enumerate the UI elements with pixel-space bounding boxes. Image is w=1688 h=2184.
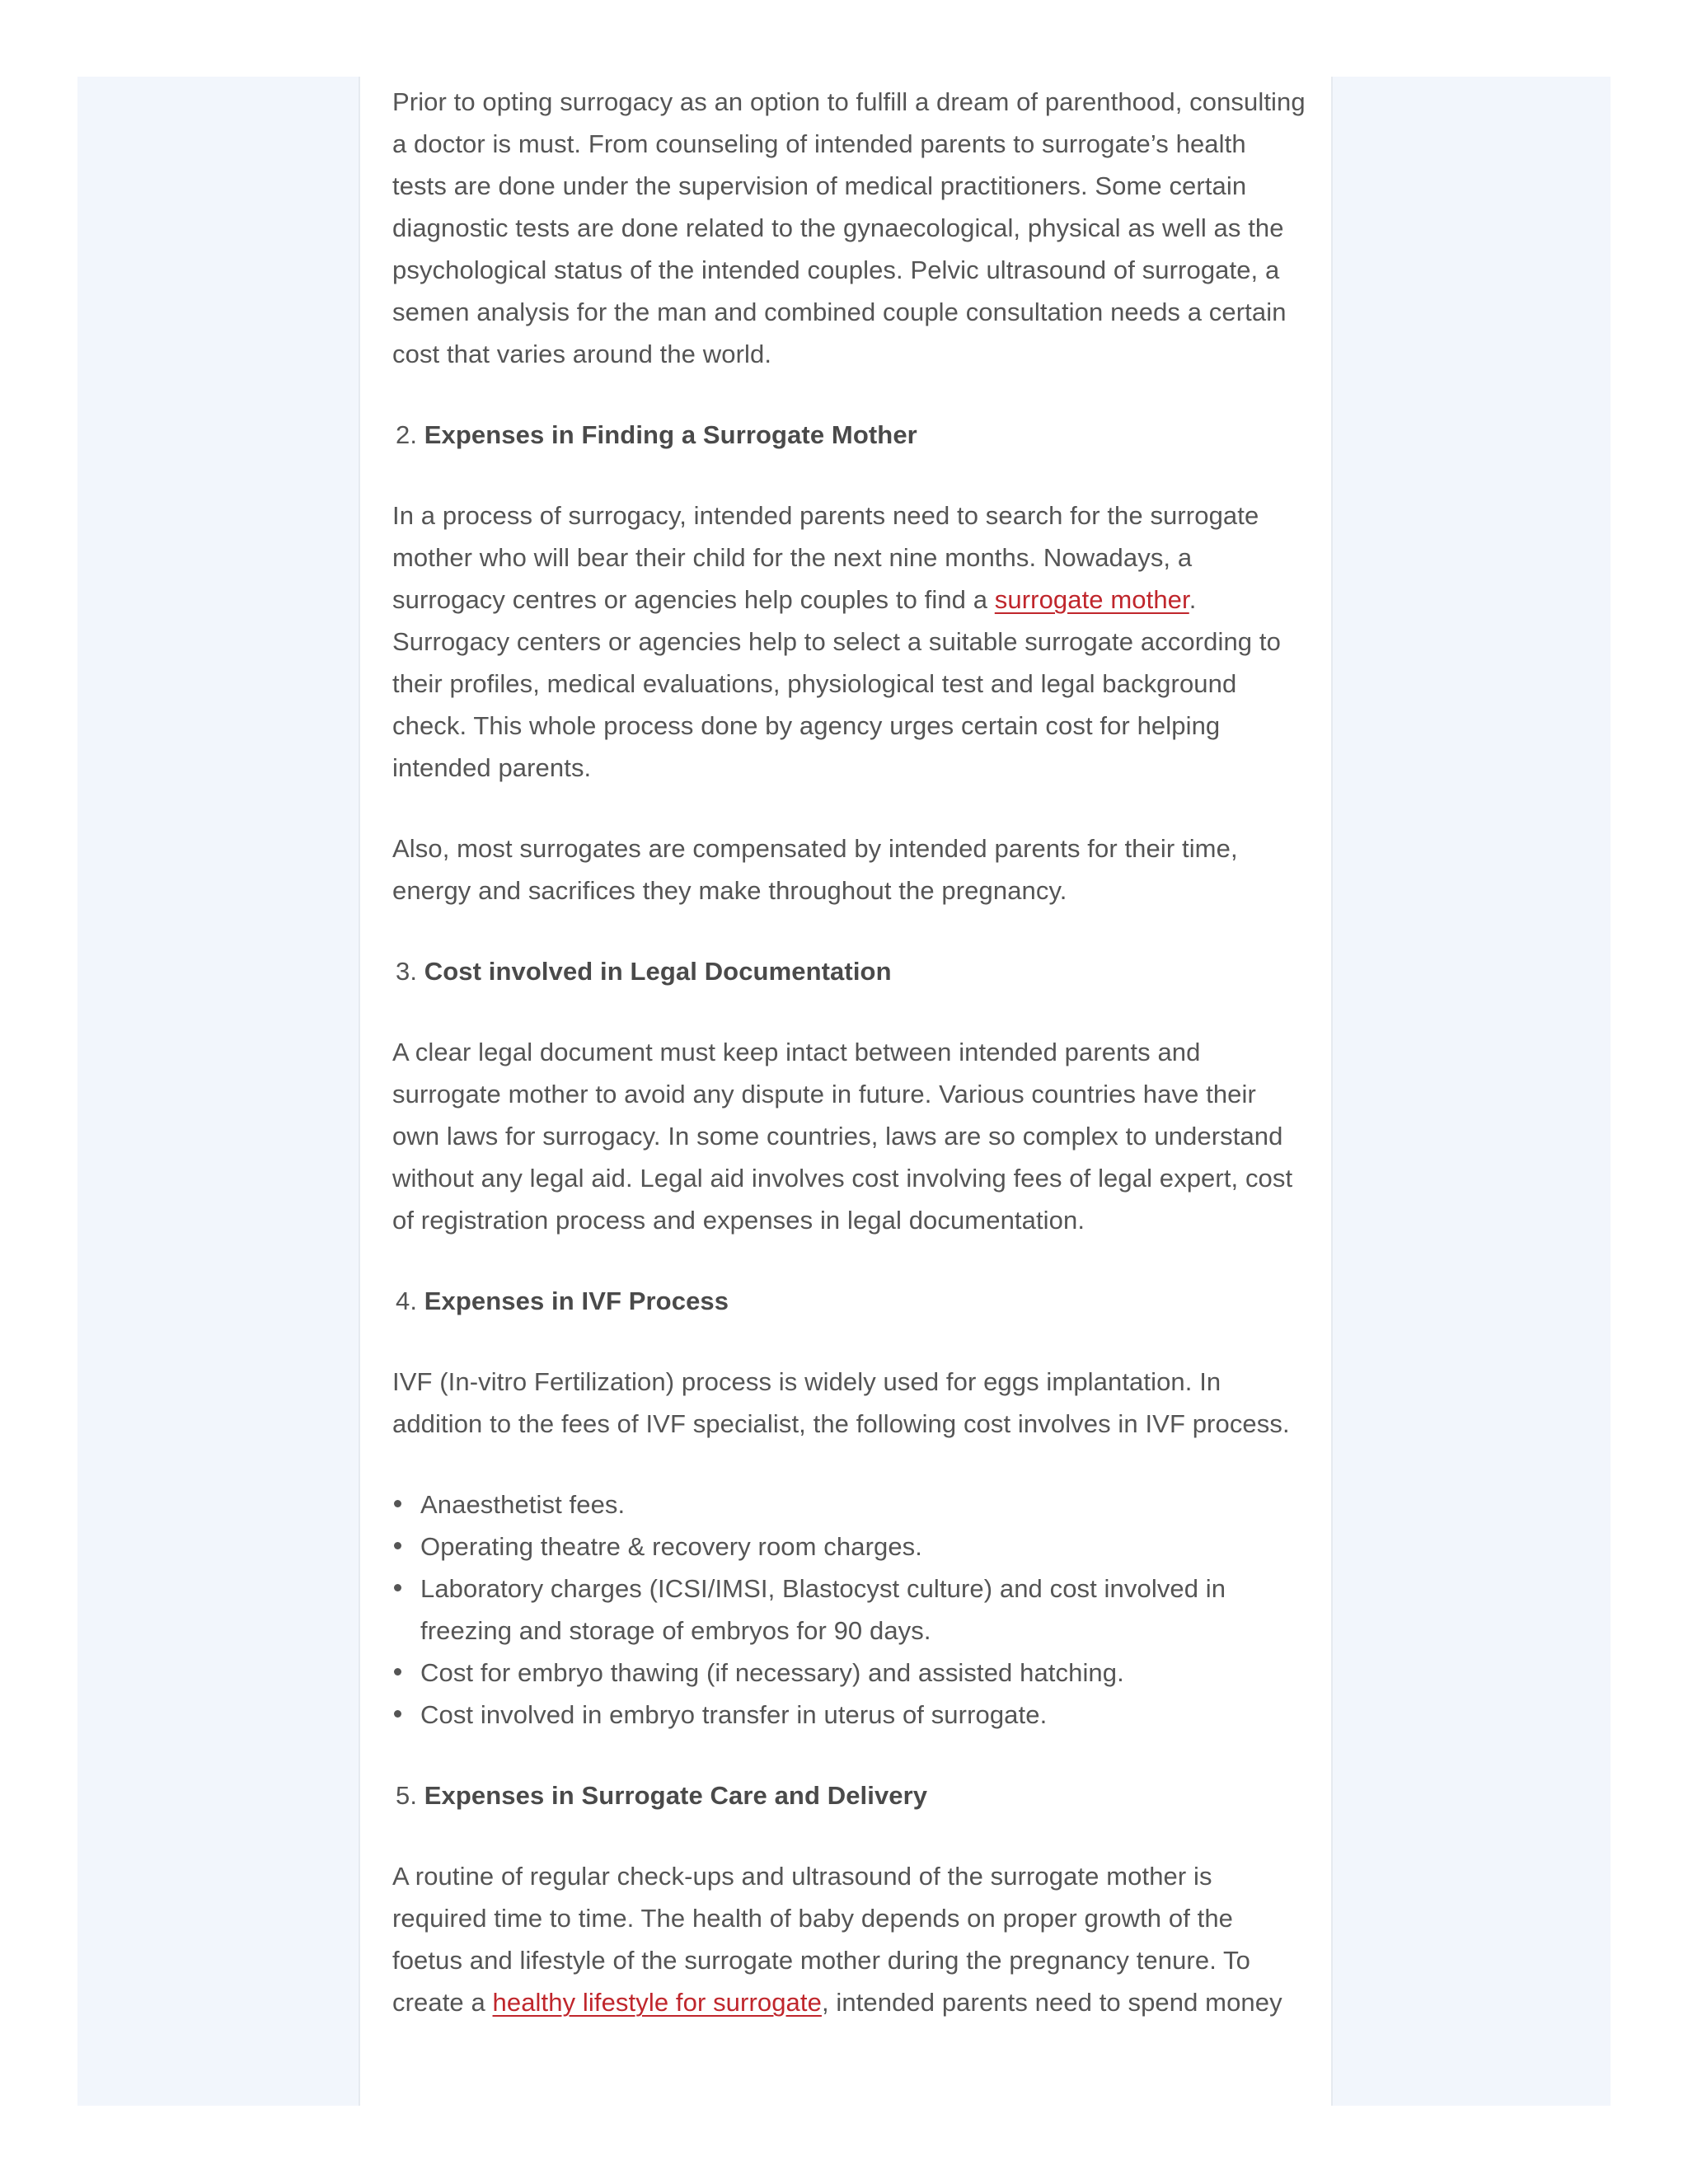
paragraph-text: , intended parents need to spend money (821, 1988, 1282, 2017)
section-number: 4. (396, 1286, 418, 1315)
list-item: Laboratory charges (ICSI/IMSI, Blastocyst culture) and cost involved in freezing and storage of embryos for 90 days. (420, 1568, 1307, 1652)
list-item: Anaesthetist fees. (420, 1483, 1307, 1526)
paragraph-legal-documentation: A clear legal document must keep intact between intended parents and surrogate mother to avoid any dispute in future. Various countries have their own laws for surrogacy. In some countries, laws are so complex to understand without any legal aid. Legal aid involves cost involving fees of legal expert, cost of registration process and expenses in legal documentation. (392, 1038, 1293, 1235)
section-heading-ivf-process (396, 1280, 1307, 1322)
paragraph-text: A routine of regular check-ups and ultrasound of the surrogate mother is required time to time. The health of baby depends on proper growth of the foetus and lifestyle of the surrogate mother during the pregnancy tenure. To create a (392, 1862, 1250, 2017)
article-body (392, 77, 1307, 2062)
section-title: Cost involved in Legal Documentation (424, 957, 892, 986)
intro-paragraph: Prior to opting surrogacy as an option to fulfill a dream of parenthood, consulting a doctor is must. From counseling of intended parents to surrogate’s health tests are done under the supervision of medical practitioners. Some certain diagnostic tests are done related to the gynaecological, physical as well as the psychological status of the intended couples. Pelvic ultrasound of surrogate, a semen analysis for the man and combined couple consultation needs a certain cost that varies around the world. (392, 87, 1306, 368)
paragraph-finding-surrogate (392, 494, 1307, 789)
section-heading-finding-surrogate (396, 414, 1307, 456)
section-heading-legal-documentation (396, 950, 1307, 992)
section-number: 3. (396, 957, 418, 986)
paragraph-text: In a process of surrogacy, intended parents need to search for the surrogate mother who will bear their child for the next nine months. Nowadays, a surrogacy centres or agencies help couples to find a (392, 501, 1259, 614)
section-number: 2. (396, 420, 418, 449)
surrogate-mother-link[interactable]: surrogate mother (994, 585, 1189, 614)
healthy-lifestyle-link[interactable]: healthy lifestyle for surrogate (492, 1988, 822, 2017)
section-title: Expenses in Finding a Surrogate Mother (424, 420, 917, 449)
paragraph-ivf-process: IVF (In-vitro Fertilization) process is widely used for eggs implantation. In addition to the fees of IVF specialist, the following cost involves in IVF process. (392, 1367, 1290, 1438)
section-number: 5. (396, 1781, 418, 1810)
paragraph-compensation: Also, most surrogates are compensated by intended parents for their time, energy and sacrifices they make throughout the pregnancy. (392, 834, 1238, 905)
paragraph-text: . Surrogacy centers or agencies help to select a suitable surrogate according to their profiles, medical evaluations, physiological test and legal background check. This whole process done by agency urges certain cost for helping intended parents. (392, 585, 1281, 782)
section-heading-surrogate-care (396, 1774, 1307, 1816)
list-item: Cost involved in embryo transfer in uterus of surrogate. (420, 1694, 1307, 1736)
paragraph-surrogate-care (392, 1855, 1307, 2023)
ivf-cost-list (392, 1483, 1307, 1736)
section-title: Expenses in Surrogate Care and Delivery (424, 1781, 928, 1810)
section-title: Expenses in IVF Process (424, 1286, 729, 1315)
list-item: Cost for embryo thawing (if necessary) and assisted hatching. (420, 1652, 1307, 1694)
list-item: Operating theatre & recovery room charges. (420, 1526, 1307, 1568)
